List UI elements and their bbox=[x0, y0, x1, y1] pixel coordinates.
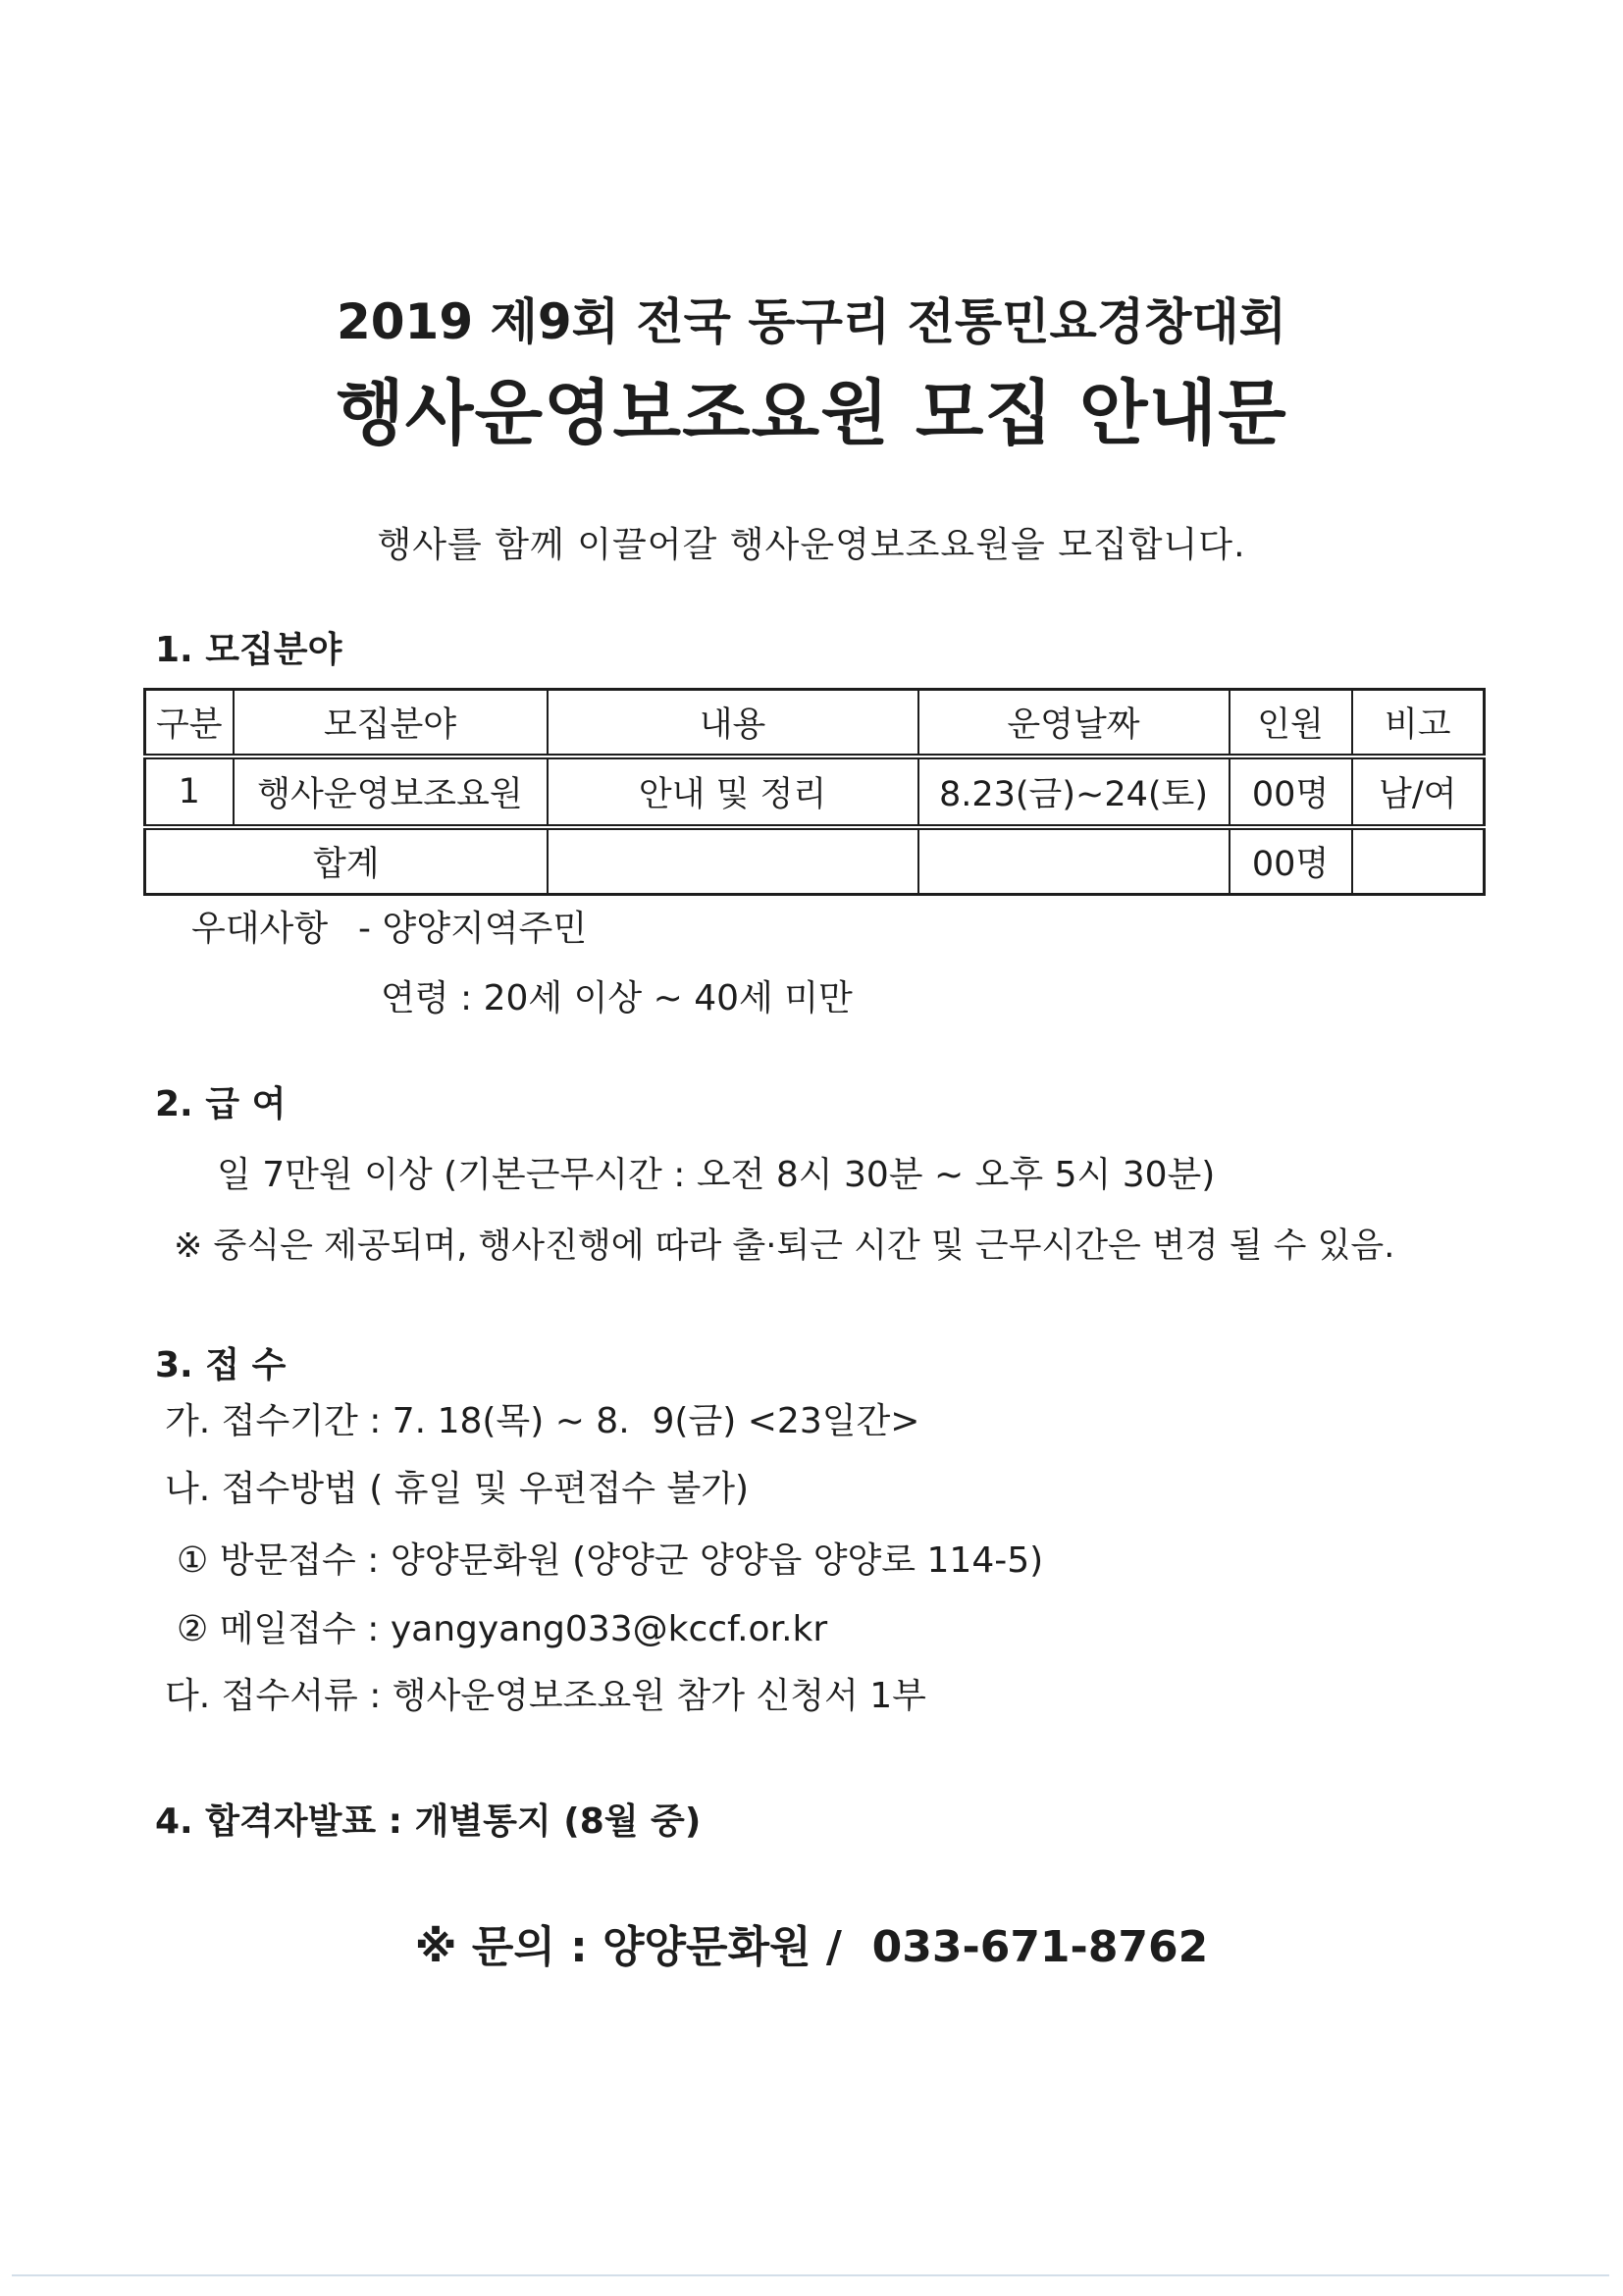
total-headcount: 00명 bbox=[1230, 827, 1352, 895]
preference-label: 우대사항 bbox=[191, 909, 329, 949]
cell-dates: 8.23(금)~24(토) bbox=[918, 757, 1230, 827]
pay-note: ※ 중식은 제공되며, 행사진행에 따라 출·퇴근 시간 및 근무시간은 변경 될 수 있음. bbox=[174, 1226, 1395, 1266]
total-dates-empty bbox=[918, 827, 1230, 895]
header-dates: 운영날짜 bbox=[918, 690, 1230, 757]
section-4-heading: 4. 합격자발표 : 개별통지 (8월 중) bbox=[155, 1801, 702, 1842]
header-field: 모집분야 bbox=[234, 690, 548, 757]
required-documents: 다. 접수서류 : 행사운영보조요원 참가 신청서 1부 bbox=[165, 1676, 926, 1716]
notice-title: 행사운영보조요원 모집 안내문 bbox=[336, 372, 1287, 454]
pay-info: 일 7만원 이상 (기본근무시간 : 오전 8시 30분 ~ 오후 5시 30분) bbox=[217, 1155, 1216, 1195]
contact-info: ※ 문의 : 양양문화원 / 033-671-8762 bbox=[414, 1922, 1209, 1972]
cell-category: 1 bbox=[145, 757, 234, 827]
section-2-heading: 2. 급 여 bbox=[155, 1084, 287, 1124]
total-label: 합계 bbox=[145, 827, 548, 895]
scan-edge-line bbox=[12, 2274, 1609, 2276]
header-headcount: 인원 bbox=[1230, 690, 1352, 757]
visit-application: ① 방문접수 : 양양문화원 (양양군 양양읍 양양로 114-5) bbox=[177, 1540, 1044, 1581]
intro-text: 행사를 함께 이끌어갈 행사운영보조요원을 모집합니다. bbox=[377, 525, 1246, 565]
event-title: 2019 제9회 전국 동구리 전통민요경창대회 bbox=[336, 293, 1287, 350]
email-application: ② 메일접수 : yangyang033@kccf.or.kr bbox=[177, 1609, 828, 1649]
total-content-empty bbox=[548, 827, 918, 895]
application-method: 나. 접수방법 ( 휴일 및 우편접수 불가) bbox=[165, 1469, 750, 1509]
cell-headcount: 00명 bbox=[1230, 757, 1352, 827]
cell-remarks: 남/여 bbox=[1352, 757, 1485, 827]
table-header-row bbox=[145, 690, 1485, 757]
header-category: 구분 bbox=[145, 690, 234, 757]
cell-field: 행사운영보조요원 bbox=[234, 757, 548, 827]
table-total-row bbox=[145, 827, 1485, 895]
recruit-table bbox=[143, 688, 1486, 896]
application-period: 가. 접수기간 : 7. 18(목) ~ 8. 9(금) <23일간> bbox=[165, 1401, 920, 1441]
section-1-heading: 1. 모집분야 bbox=[155, 630, 342, 670]
header-content: 내용 bbox=[548, 690, 918, 757]
cell-content: 안내 및 정리 bbox=[548, 757, 918, 827]
table-row bbox=[145, 757, 1485, 827]
section-3-heading: 3. 접 수 bbox=[155, 1345, 287, 1385]
preference-value: - 양양지역주민 bbox=[358, 909, 588, 949]
age-requirement: 연령 : 20세 이상 ~ 40세 미만 bbox=[381, 978, 853, 1018]
total-remarks-empty bbox=[1352, 827, 1485, 895]
header-remarks: 비고 bbox=[1352, 690, 1485, 757]
